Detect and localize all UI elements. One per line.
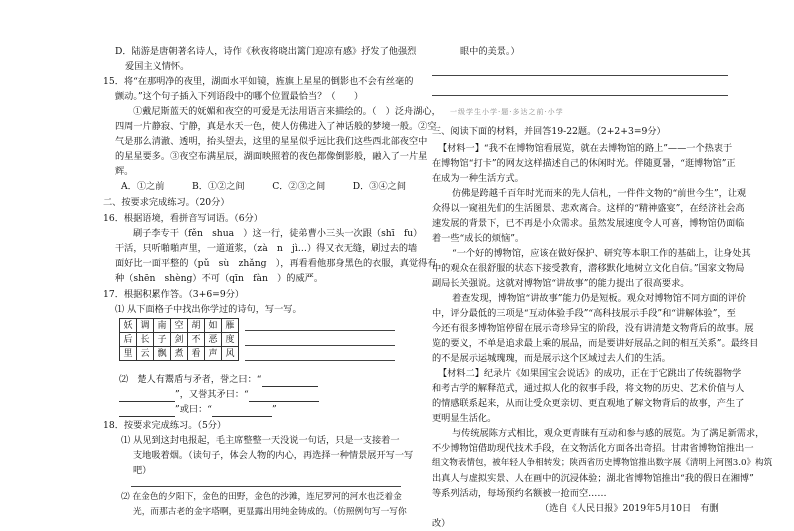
source-citation: 改） [432, 518, 451, 529]
question-18-part2: ⑵ 在金色的夕阳下，金色的田野，金色的沙滩，连尼罗河的河水也泛着金 [121, 492, 402, 502]
material-1: 今还有很多博物馆停留在展示奇珍异宝的阶段，没有讲清楚文物背后的故事。展 [432, 323, 754, 334]
question-15-passage: 辉。 [115, 166, 134, 177]
grid-cell[interactable]: 剑 [171, 333, 188, 347]
grid-cell[interactable]: 煮 [171, 347, 188, 361]
material-1: 着查发现，博物馆“讲故事”能力仍是短板。观众对博物馆不同方面的评价 [452, 293, 747, 304]
answer-line[interactable] [245, 360, 395, 361]
answer-blank[interactable] [119, 406, 175, 417]
material-2: 的情感联系起来，从而让受众更亲切、更直观地了解文物背后的故事，产生了 [432, 398, 745, 409]
material-1: 览的要义，不单是追求最上乘的展品，而是要讲好展品之间的相互关系”。最终目 [432, 338, 759, 349]
answer-blank[interactable] [249, 391, 319, 402]
grid-cell[interactable]: 雁 [222, 319, 239, 333]
text-line: 眼中的美景。） [460, 46, 520, 57]
question-15-stem: 颤动。”这个句子插入下列语段中的哪个位置最恰当？（ ） [115, 91, 364, 102]
question-18-part2: 光，而那古老的金字塔啊，更显露出用纯金铸成的。（仿照例句写一写你 [133, 507, 407, 517]
material-2: 和考古学的解释范式，通过拟人化的叙事手段，将文物的历史、艺术价值与人 [432, 383, 745, 394]
material-1: 在成为一种生活方式。 [432, 173, 524, 184]
grid-cell[interactable]: 飘 [154, 347, 171, 361]
grid-cell[interactable]: 看 [188, 347, 205, 361]
grid-cell[interactable]: 妖 [120, 319, 137, 333]
grid-cell[interactable]: 里 [120, 347, 137, 361]
answer-blank[interactable] [262, 376, 318, 387]
grid-cell[interactable]: 子 [154, 333, 171, 347]
character-grid [119, 318, 239, 361]
question-17-part2 [119, 372, 318, 387]
question-15-options: A．①之前 B．①②之间 C．②③之间 D．③④之间 [121, 181, 407, 192]
question-17-part2 [119, 387, 319, 402]
material-2: 不少博物馆借助现代技术手段，在文物活化方面各出奇招。甘肃省博物馆推出一 [432, 443, 754, 454]
section-heading: 二、按要求完成练习。（20分） [103, 197, 230, 208]
grid-row [120, 333, 239, 347]
grid-cell[interactable]: 长 [137, 333, 154, 347]
grid-cell[interactable]: 恶 [205, 333, 222, 347]
grid-cell[interactable]: 云 [137, 347, 154, 361]
answer-line[interactable] [245, 345, 395, 346]
answer-line[interactable] [432, 75, 728, 76]
right-column [432, 0, 773, 530]
answer-line[interactable] [245, 330, 395, 331]
material-2: 等系列活动，每场预约名额被一抢而空…… [432, 488, 607, 499]
question-16-passage: 面好比一面平整的（pǔ sù zhǎng ），再看看他那身黑色的衣服，真觉得有 [115, 258, 437, 269]
material-2: 与传统展陈方式相比，观众更青睐有互动和参与感的展览。为了满足新需求， [452, 428, 765, 439]
grid-cell[interactable]: 声 [205, 347, 222, 361]
material-2: 【材料二】纪录片《如果国宝会说话》的成功，正在于它跳出了传统器物学 [438, 368, 742, 379]
question-18-part1: ⑴ 从见到这封电报起，毛主席整整一天没说一句话，只是一支接着一 [121, 435, 400, 446]
grid-cell[interactable]: 不 [188, 333, 205, 347]
grid-cell[interactable]: 度 [222, 333, 239, 347]
question-18-part1: 吧） [133, 465, 152, 476]
material-1: 中的观众在很舒服的状态下接受教育，潜移默化地树立文化自信。”国家文物局 [432, 263, 745, 274]
question-16-stem: 16．根据语境，看拼音写词语。（6分） [103, 213, 263, 224]
question-17-part2 [119, 402, 277, 417]
material-1: 副局长关强说。这就对博物馆“讲故事”的能力提出了很高要求。 [432, 278, 690, 289]
material-2: 组文物表情包，被年轻人争相转发；陕西省历史博物馆推出数字展《清明上河图3.0》构筑 [432, 458, 773, 468]
question-18-part1: 支地吸着烟。（读句子，体会人物的内心，再选择一种情景展开写一写 [133, 450, 414, 461]
question-15-passage: 的星星要多。③夜空布满星辰，湖面映照着的夜色都像倒影般，融入了一片星 [115, 151, 428, 162]
material-1: 的不是展示运城瑰瑰，而是展示这个区域过去人们的生活。 [432, 353, 671, 364]
answer-line[interactable] [131, 486, 401, 487]
grid-cell[interactable]: 后 [120, 333, 137, 347]
question-17-text: ”，又誉其矛曰：“ [175, 389, 249, 400]
question-17-text: ” [271, 404, 277, 415]
question-15-passage: ①戴尼斯蓝天的妩媚和夜空的可爱是无法用语言来描绘的。（ ）泛舟湖心， [133, 106, 441, 117]
question-18-stem: 18．按要求完成练习。（5分） [103, 420, 227, 431]
grid-cell[interactable]: 调 [137, 319, 154, 333]
grid-row [120, 319, 239, 333]
question-16-passage: 干活，只听啪啪声里，一道道浆，（zà n jì…）得又衣无缝，刷过去的墙 [115, 243, 418, 254]
question-15-stem: 15．将“在那明净的夜里，湖面水平如镜，旌旗上星星的倒影也不会有丝毫的 [103, 76, 414, 87]
question-17-part1: ⑴ 从下面格子中找出你学过的诗句，写一写。 [115, 304, 302, 315]
material-1: 速发展的背景下，已不再是小众需求。虽然发展速度令人可喜，博物馆仍面临 [432, 218, 745, 229]
material-1: 在博物馆“打卡”的网友这样描述自己的休闲时光。伴随夏暑，“逛博物馆”正 [432, 158, 736, 169]
section-heading: 三、阅读下面的材料，并回答19-22题。（2+2+3=9分） [432, 126, 666, 137]
material-1: 仿佛是跨越千百年时光而来的先人信札，一件件文物的“前世今生”，让观 [452, 188, 747, 199]
question-17-text: ⑵ 楚人有鬻盾与矛者，誉之曰：“ [119, 374, 262, 385]
answer-blank[interactable] [212, 406, 272, 417]
answer-blank[interactable] [119, 391, 175, 402]
material-1: 众得以一窥祖先们的生活图景、悲欢离合。这样的“精神盛宴”，在经济社会高 [432, 203, 745, 214]
grid-cell[interactable]: 胡 [188, 319, 205, 333]
material-1: “一个好的博物馆，应该在做好保护、研究等本职工作的基础上，让身处其 [452, 248, 751, 259]
grid-cell[interactable]: 空 [171, 319, 188, 333]
answer-line[interactable] [432, 95, 728, 96]
text-line: 爱国主义情怀。 [125, 61, 190, 72]
source-citation: （选自《人民日报》2019年5月10日 有删 [540, 503, 719, 514]
grid-cell[interactable]: 南 [154, 319, 171, 333]
question-15-passage: 气是那么清澈、透明，抬头望去，这里的星星似乎远比我们这些西北部夜空中 [115, 136, 428, 147]
grid-cell[interactable]: 如 [205, 319, 222, 333]
material-2: 出真人与虚拟实景、人在画中的沉浸体验；湖北省博物馆推出“我的假日在湘博” [432, 473, 754, 484]
question-17-stem: 17．根据积累作答。（3+6=9分） [103, 289, 245, 300]
left-column [103, 0, 441, 530]
question-15-passage: 四周一片静寂、宁静，真是水天一色，使人仿佛进入了神话般的梦境一般。②空 [115, 121, 437, 132]
material-1: 中，评分最低的三项是“互动体验手段”“高科技展示手段”和“讲解体验”，至 [432, 308, 736, 319]
grid-cell[interactable]: 风 [222, 347, 239, 361]
question-17-text: ”或曰：“ [175, 404, 212, 415]
material-2: 更明显生活化。 [432, 413, 497, 424]
question-16-passage: 种（shēn shèng）不可（qīn fàn ）的威严。 [115, 273, 324, 284]
material-1: 着一些“成长的烦恼”。 [432, 233, 525, 244]
grid-row [120, 347, 239, 361]
faint-text: 一级学生小学·题·多达之前·小学 [450, 108, 564, 116]
text-line: D．陆游是唐朝著名诗人，诗作《秋夜将晓出篱门迎凉有感》抒发了他强烈 [115, 46, 417, 57]
material-1: 【材料一】“我不在博物馆看展览，就在去博物馆的路上”——一个热衷于 [438, 143, 733, 154]
question-16-passage: 刷子李专干（fěn shua ）这一行，徒弟曹小三头一次跟（shī fu） [133, 228, 423, 239]
